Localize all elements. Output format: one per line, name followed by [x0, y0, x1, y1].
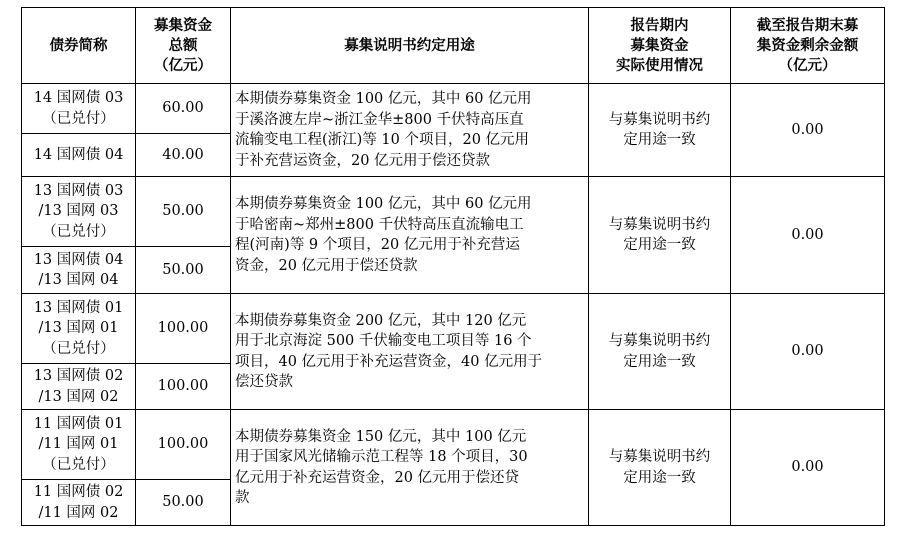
amount-cell: 100.00 [136, 410, 231, 480]
amount-cell: 100.00 [136, 294, 231, 364]
header-raised-amount: 募集资金 总额 （亿元） [136, 8, 231, 84]
bond-name-cell: 11 国网债 02 /11 国网 02 [22, 480, 136, 526]
usage-cell: 本期债券募集资金 200 亿元，其中 120 亿元 用于北京海淀 500 千伏输变电工项目等 16 个 项目，40 亿元用于补充运营资金，40 亿元用于 偿还贷款 [231, 294, 589, 410]
amount-cell: 50.00 [136, 480, 231, 526]
bond-name-cell: 13 国网债 04 /13 国网 04 [22, 247, 136, 294]
bond-name-cell: 14 国网债 04 [22, 134, 136, 177]
actual-usage-cell: 与募集说明书约 定用途一致 [589, 177, 731, 294]
header-actual-usage: 报告期内 募集资金 实际使用情况 [589, 8, 731, 84]
amount-cell: 50.00 [136, 177, 231, 247]
usage-cell: 本期债券募集资金 150 亿元，其中 100 亿元 用于国家风光储输示范工程等 18 个项目，30 亿元用于补充运营资金，20 亿元用于偿还贷 款 [231, 410, 589, 526]
bond-name-cell: 13 国网债 03 /13 国网 03 （已兑付） [22, 177, 136, 247]
bond-name-cell: 13 国网债 02 /13 国网 02 [22, 364, 136, 410]
bond-fund-usage-table [21, 7, 885, 526]
header-row [22, 8, 885, 84]
remaining-cell: 0.00 [731, 84, 885, 177]
usage-cell: 本期债券募集资金 100 亿元，其中 60 亿元用 于哈密南~郑州±800 千伏特高压直流输电工 程(河南)等 9 个项目，20 亿元用于补充营运 资金，20 亿元用于偿还贷款 [231, 177, 589, 294]
usage-cell: 本期债券募集资金 100 亿元，其中 60 亿元用 于溪洛渡左岸~浙江金华±800 千伏特高压直 流输变电工程(浙江)等 10 个项目，20 亿元用 于补充营运资金，20 亿元用于偿还贷款 [231, 84, 589, 177]
amount-cell: 100.00 [136, 364, 231, 410]
actual-usage-cell: 与募集说明书约 定用途一致 [589, 294, 731, 410]
header-bond-name: 债券简称 [22, 8, 136, 84]
table-row [22, 84, 885, 134]
remaining-cell: 0.00 [731, 177, 885, 294]
table-row [22, 410, 885, 480]
remaining-cell: 0.00 [731, 294, 885, 410]
actual-usage-cell: 与募集说明书约 定用途一致 [589, 410, 731, 526]
remaining-cell: 0.00 [731, 410, 885, 526]
table-row [22, 294, 885, 364]
bond-name-cell: 14 国网债 03 （已兑付） [22, 84, 136, 134]
table-row [22, 177, 885, 247]
amount-cell: 50.00 [136, 247, 231, 294]
amount-cell: 40.00 [136, 134, 231, 177]
bond-name-cell: 11 国网债 01 /11 国网 01 （已兑付） [22, 410, 136, 480]
header-remaining-amount: 截至报告期末募 集资金剩余金额 （亿元） [731, 8, 885, 84]
actual-usage-cell: 与募集说明书约 定用途一致 [589, 84, 731, 177]
bond-name-cell: 13 国网债 01 /13 国网 01 （已兑付） [22, 294, 136, 364]
amount-cell: 60.00 [136, 84, 231, 134]
header-agreed-usage: 募集说明书约定用途 [231, 8, 589, 84]
